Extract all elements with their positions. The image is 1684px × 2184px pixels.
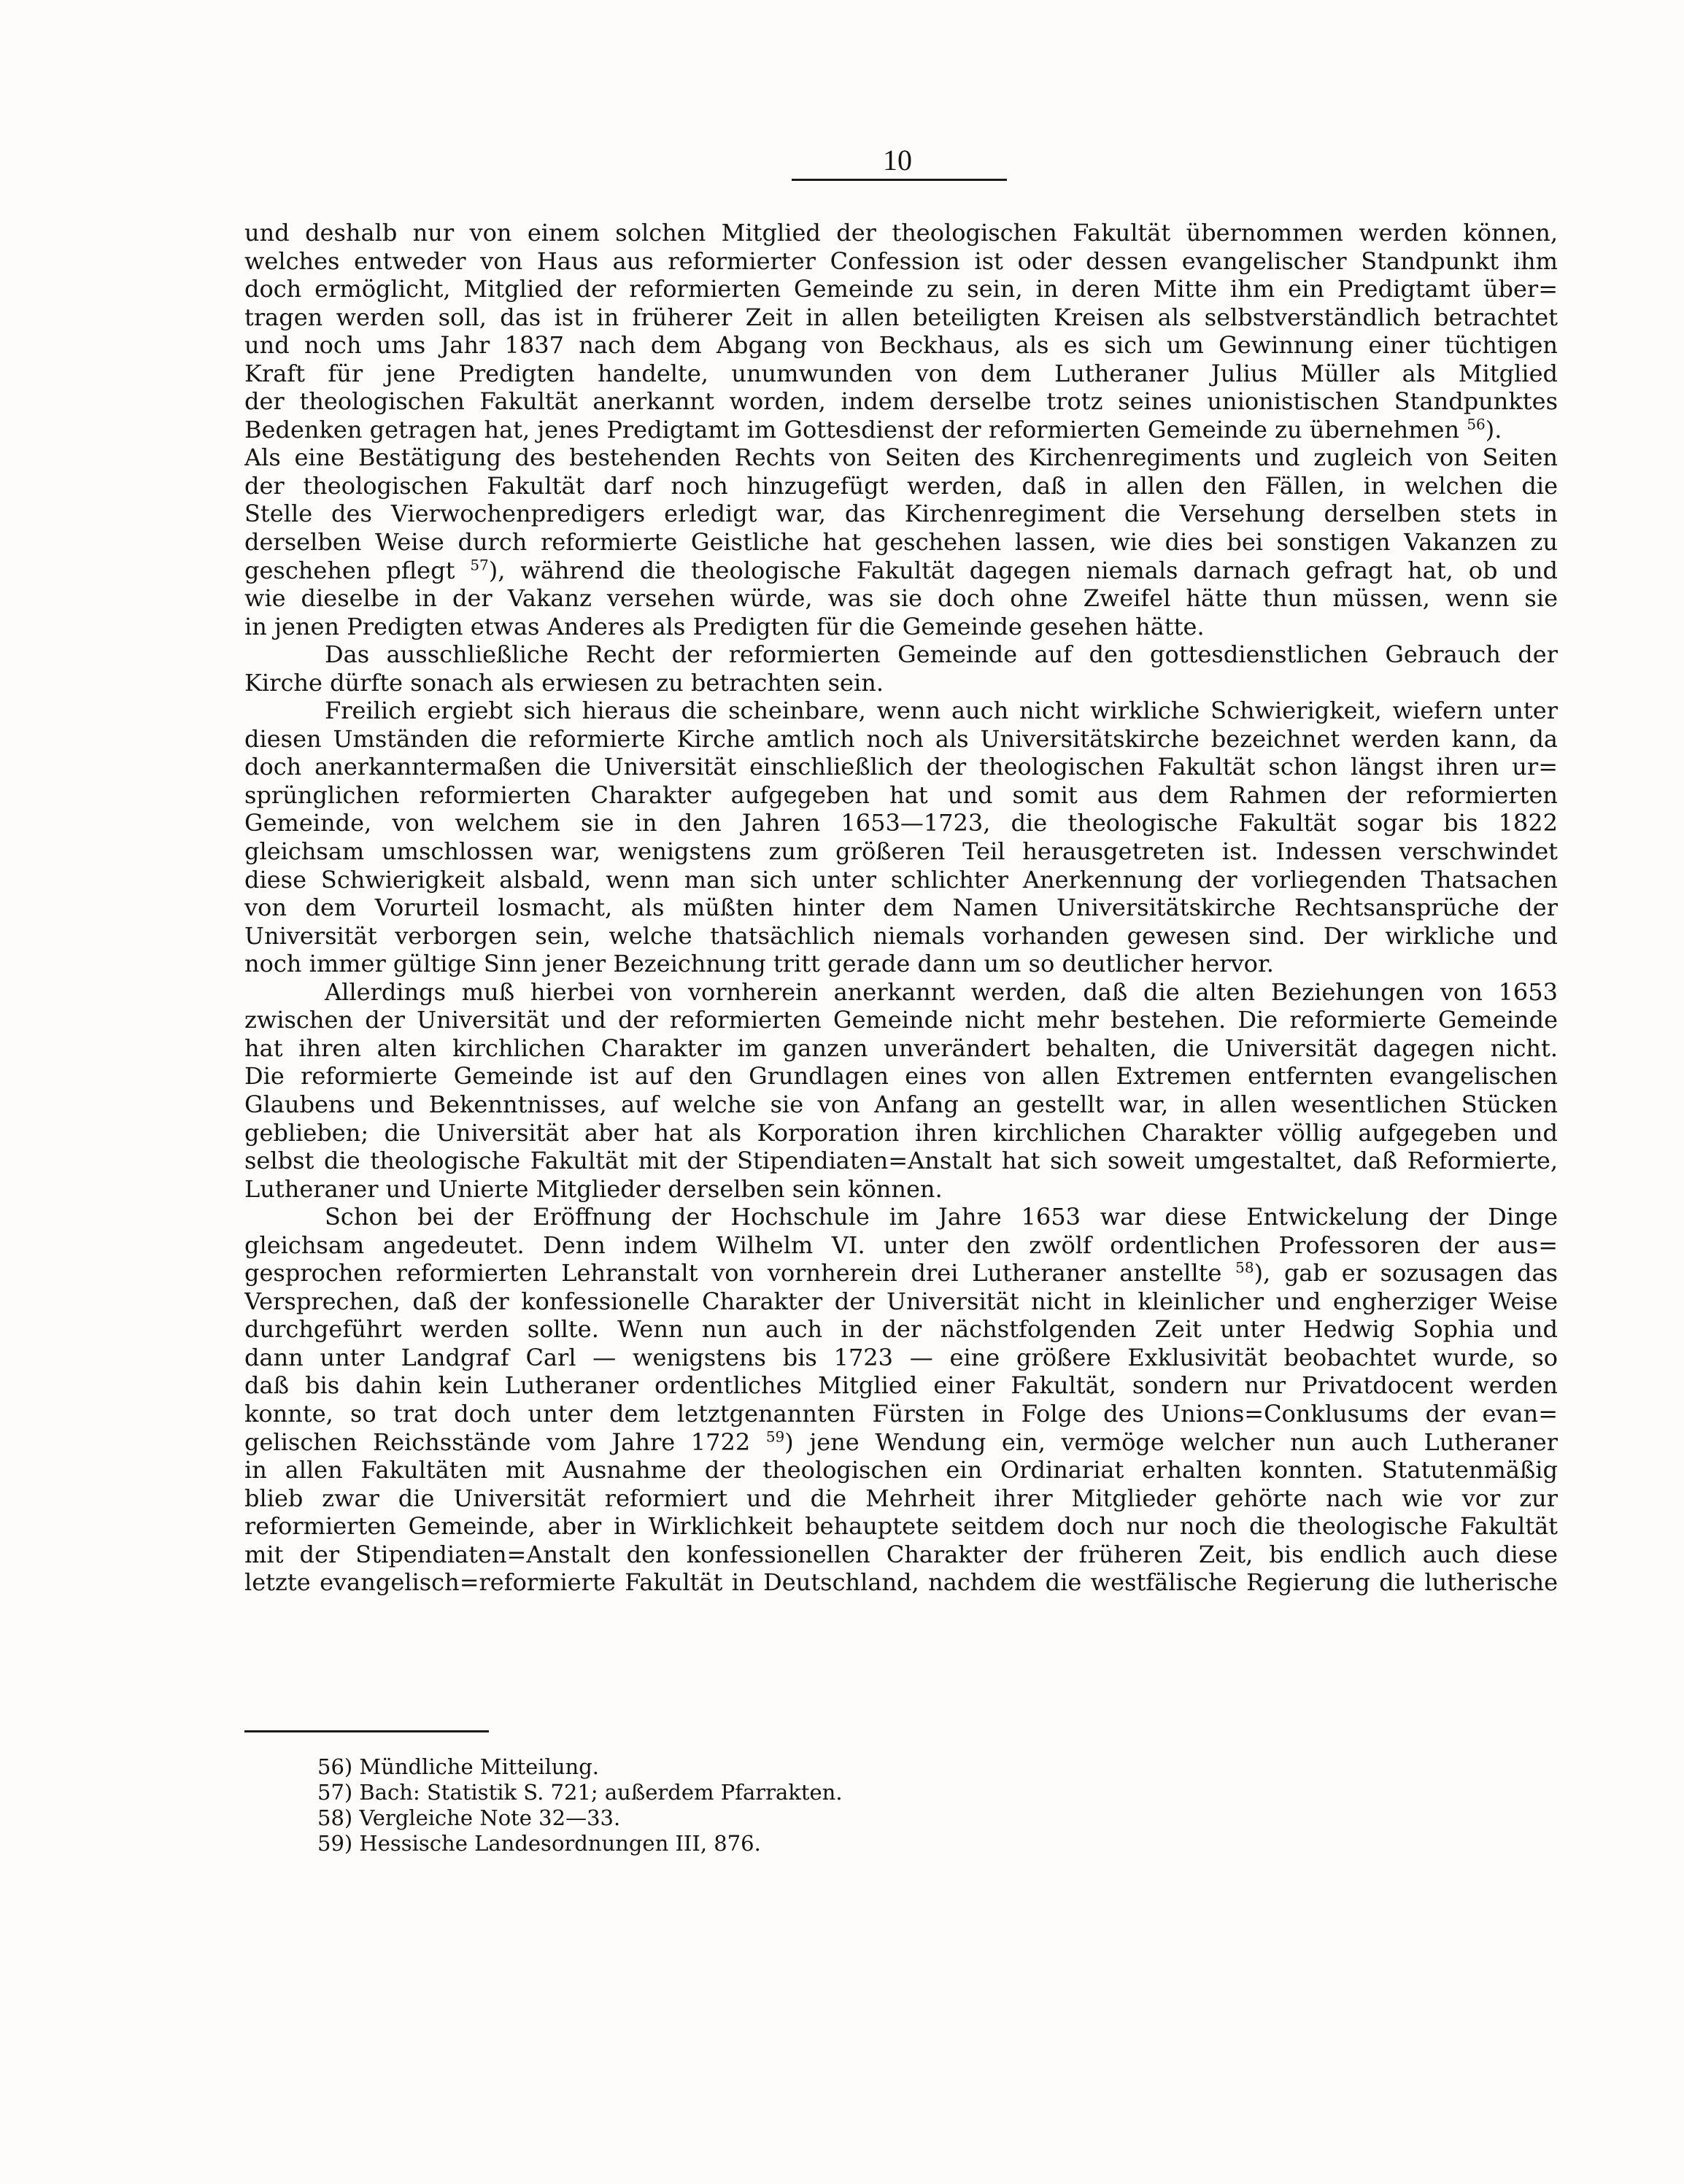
header-rule: [792, 179, 1007, 181]
text-segment: gesprochen reformierten Lehranstalt von vornherein drei Lutheraner anstellte: [244, 1259, 1222, 1287]
text-line: Schon bei der Eröffnung der Hochschule im Jahre 1653 war diese Entwickelung der Dinge: [325, 1203, 1558, 1231]
text-line: Stelle des Vierwochenpredigers erledigt war, das Kirchenregiment die Versehung derselben stets in: [244, 500, 1558, 528]
text-line: [244, 1428, 1558, 1457]
text-line: welches entweder von Haus aus reformierter Confession ist oder dessen evangelischer Standpunkt ihm: [244, 247, 1558, 275]
text-line: geblieben; die Universität aber hat als Korporation ihren kirchlichen Charakter völlig aufgegeben und: [244, 1118, 1558, 1147]
text-line: Glaubens und Bekenntnisses, auf welche sie von Anfang an gestellt war, in allen wesentlichen Stücken: [244, 1090, 1558, 1118]
text-line: Versprechen, daß der konfessionelle Charakter der Universität nicht in kleinlicher und engherziger Weise: [244, 1287, 1558, 1315]
text-line: gleichsam angedeutet. Denn indem Wilhelm VI. unter den zwölf ordentlichen Professoren der aus=: [244, 1231, 1558, 1259]
text-line: hat ihren alten kirchlichen Charakter im ganzen unverändert behalten, die Universität dagegen nicht.: [244, 1034, 1558, 1062]
text-line: [244, 416, 1558, 444]
footnote-ref: 56: [1467, 415, 1486, 433]
text-segment: gelischen Reichsstände vom Jahre 1722: [244, 1428, 751, 1456]
text-line: Das ausschließliche Recht der reformierten Gemeinde auf den gottesdienstlichen Gebrauch der: [325, 640, 1558, 669]
footnote: 58) Vergleiche Note 32—33.: [317, 1805, 621, 1830]
text-line: in allen Fakultäten mit Ausnahme der theologischen ein Ordinariat erhalten konnten. Statutenmäßig: [244, 1456, 1558, 1484]
text-line: doch ermöglicht, Mitglied der reformierten Gemeinde zu sein, in deren Mitte ihm ein Predigtamt über=: [244, 275, 1558, 303]
text-line: sprünglichen reformierten Charakter aufgegeben hat und somit aus dem Rahmen der reformierten: [244, 781, 1558, 809]
footnotes: [317, 1754, 1193, 1856]
text-line: Freilich ergiebt sich hieraus die scheinbare, wenn auch nicht wirkliche Schwierigkeit, wiefern unter: [325, 697, 1558, 725]
footnote-ref: 58: [1235, 1259, 1254, 1277]
text-line: dann unter Landgraf Carl — wenigstens bis 1723 — eine größere Exklusivität beobachtet wurde, so: [244, 1343, 1558, 1371]
text-line: letzte evangelisch=reformierte Fakultät in Deutschland, nachdem die westfälische Regierung die lutherische: [244, 1568, 1558, 1597]
text-line: Universität verborgen sein, welche thatsächlich niemals vorhanden gewesen sind. Der wirkliche und: [244, 921, 1558, 950]
footnote: 59) Hessische Landesordnungen III, 876.: [317, 1831, 761, 1856]
text-line: von dem Vorurteil losmacht, als müßten hinter dem Namen Universitätskirche Rechtsansprüche der: [244, 894, 1558, 922]
text-line: diesen Umständen die reformierte Kirche amtlich noch als Universitätskirche bezeichnet werden kann, da: [244, 724, 1558, 753]
text-line: mit der Stipendiaten=Anstalt den konfessionellen Charakter der früheren Zeit, bis endlich auch diese: [244, 1540, 1558, 1568]
text-line: gleichsam umschlossen war, wenigstens zum größeren Teil herausgetreten ist. Indessen verschwindet: [244, 837, 1558, 866]
text-line: der theologischen Fakultät anerkannt worden, indem derselbe trotz seines unionistischen Standpunktes: [244, 387, 1558, 416]
footnote-rule: [244, 1730, 489, 1732]
text-segment: ).: [1485, 415, 1502, 444]
text-line: Als eine Bestätigung des bestehenden Rechts von Seiten des Kirchenregiments und zugleich von Seiten: [244, 444, 1558, 472]
text-segment: Bedenken getragen hat, jenes Predigtamt im Gottesdienst der reformierten Gemeinde zu übernehmen: [244, 415, 1460, 444]
text-line: wie dieselbe in der Vakanz versehen würde, was sie doch ohne Zweifel hätte thun müssen, wenn sie: [244, 584, 1558, 613]
text-line: daß bis dahin kein Lutheraner ordentliches Mitglied einer Fakultät, sondern nur Privatdocent werden: [244, 1371, 1558, 1400]
text-line: tragen werden soll, das ist in früherer Zeit in allen beteiligten Kreisen als selbstverständlich betrachtet: [244, 303, 1558, 331]
text-line: doch anerkanntermaßen die Universität einschließlich der theologischen Fakultät schon längst ihren ur=: [244, 753, 1558, 781]
text-line: [244, 557, 1558, 585]
footnote-ref: 57: [470, 556, 489, 573]
text-line: Gemeinde, von welchem sie in den Jahren 1653—1723, die theologische Fakultät sogar bis 1822: [244, 809, 1558, 837]
text-line: diese Schwierigkeit alsbald, wenn man sich unter schlichter Anerkennung der vorliegenden Thatsachen: [244, 865, 1558, 894]
text-line: [244, 1259, 1558, 1287]
text-line: durchgeführt werden sollte. Wenn nun auch in der nächstfolgenden Zeit unter Hedwig Sophia und: [244, 1315, 1558, 1344]
text-line: in jenen Predigten etwas Anderes als Predigten für die Gemeinde gesehen hätte.: [244, 612, 1205, 640]
footnote-ref: 59: [765, 1428, 785, 1445]
text-line: zwischen der Universität und der reformierten Gemeinde nicht mehr bestehen. Die reformierte Gemeinde: [244, 1006, 1558, 1034]
text-line: Die reformierte Gemeinde ist auf den Grundlagen eines von allen Extremen entfernten evangelischen: [244, 1062, 1558, 1091]
text-segment: ) jene Wendung ein, vermöge welcher nun auch Lutheraner: [784, 1428, 1558, 1456]
text-segment: ), gab er sozusagen das: [1254, 1259, 1558, 1287]
text-line: der theologischen Fakultät darf noch hinzugefügt werden, daß in allen den Fällen, in welchen die: [244, 471, 1558, 500]
text-line: konnte, so trat doch unter dem letztgenannten Fürsten in Folge des Unions=Conklusums der evan=: [244, 1399, 1558, 1428]
text-segment: geschehen pflegt: [244, 556, 455, 584]
text-segment: ), während die theologische Fakultät dagegen niemals darnach gefragt hat, ob und: [488, 556, 1558, 584]
text-line: und deshalb nur von einem solchen Mitglied der theologischen Fakultät übernommen werden können,: [244, 219, 1558, 247]
text-line: selbst die theologische Fakultät mit der Stipendiaten=Anstalt hat sich soweit umgestaltet, daß Reformierte,: [244, 1147, 1558, 1175]
page-number: 10: [883, 144, 912, 177]
text-line: Kraft für jene Predigten handelte, unumwunden von dem Lutheraner Julius Müller als Mitglied: [244, 359, 1558, 387]
text-line: blieb zwar die Universität reformiert und die Mehrheit ihrer Mitglieder gehörte nach wie vor zur: [244, 1484, 1558, 1512]
footnote: 56) Mündliche Mitteilung.: [317, 1754, 600, 1779]
text-line: Allerdings muß hierbei von vornherein anerkannt werden, daß die alten Beziehungen von 1653: [325, 977, 1558, 1006]
body-text: [244, 219, 1558, 1597]
text-line: reformierten Gemeinde, aber in Wirklichkeit behauptete seitdem doch nur noch die theologische Fakultät: [244, 1512, 1558, 1541]
text-line: noch immer gültige Sinn jener Bezeichnung tritt gerade dann um so deutlicher hervor.: [244, 950, 1274, 978]
text-line: und noch ums Jahr 1837 nach dem Abgang von Beckhaus, als es sich um Gewinnung einer tüchtigen: [244, 331, 1558, 360]
footnote: 57) Bach: Statistik S. 721; außerdem Pfarrakten.: [317, 1780, 843, 1805]
text-line: Lutheraner und Unierte Mitglieder derselben sein können.: [244, 1174, 943, 1203]
text-line: Kirche dürfte sonach als erwiesen zu betrachten sein.: [244, 668, 884, 697]
text-line: derselben Weise durch reformierte Geistliche hat geschehen lassen, wie dies bei sonstigen Vakanzen zu: [244, 528, 1558, 557]
